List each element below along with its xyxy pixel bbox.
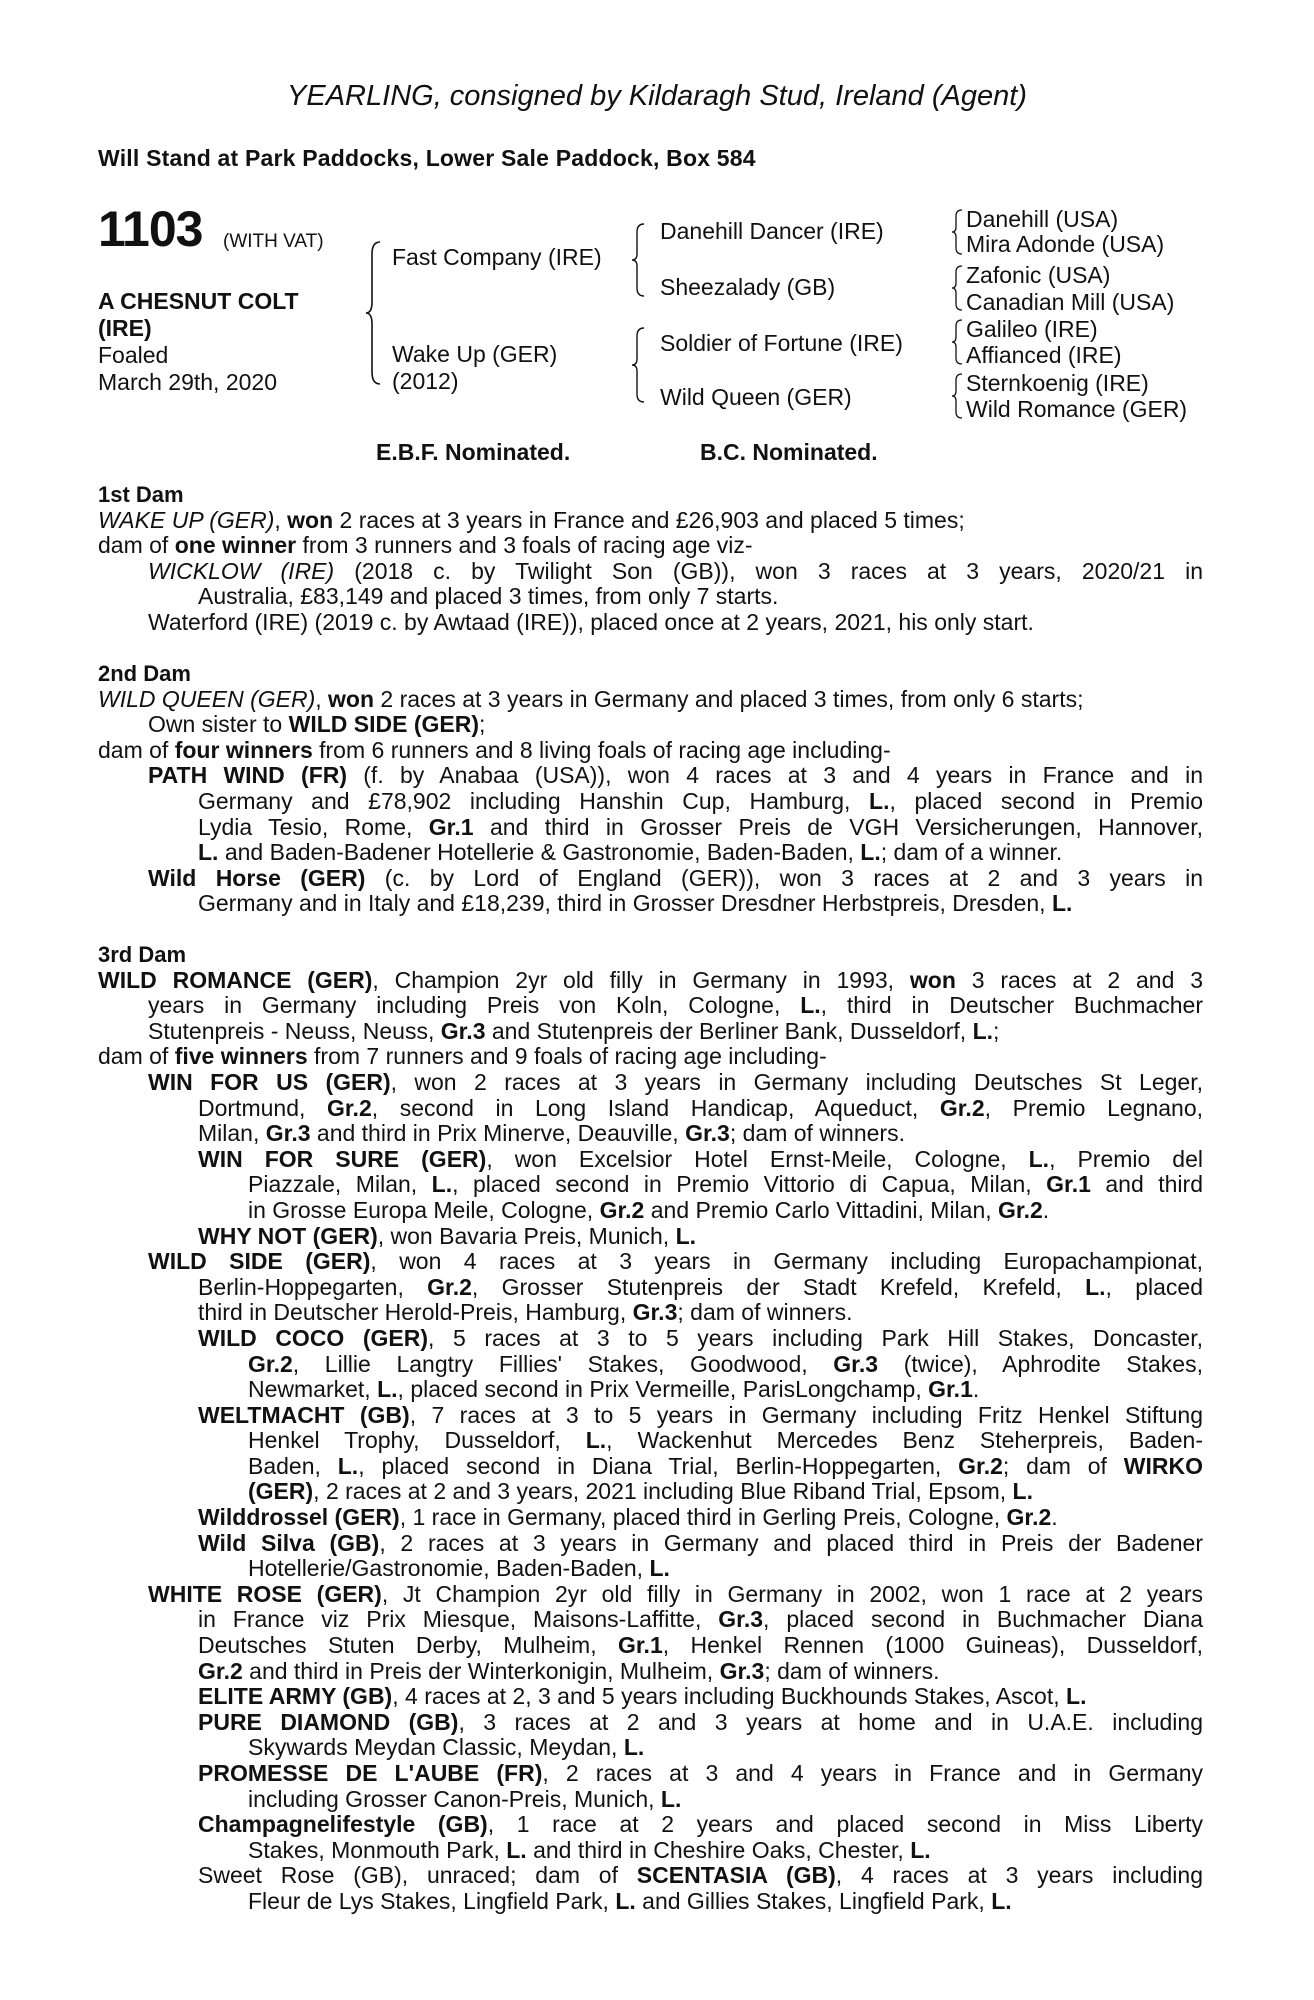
italic-text: WILD QUEEN (GER)	[98, 685, 316, 712]
text-run: Germany and in Italy and £18,239, third in Grosser Dresdner Herbstpreis, Dresden,	[198, 890, 1052, 917]
text-line	[98, 1096, 1203, 1122]
text-line	[98, 1531, 1203, 1557]
text-run: Milan,	[198, 1120, 266, 1147]
text-run: and third in Cheshire Oaks, Chester,	[526, 1836, 911, 1863]
bold-text: L.	[337, 1452, 359, 1479]
bold-text: PROMESSE DE L'AUBE (FR)	[198, 1760, 543, 1786]
text-run: , won 2 races at 3 years in Germany including Deutsches St Leger,	[390, 1068, 1203, 1095]
sire-dam-name: Sheezalady (GB)	[660, 274, 836, 300]
bold-text: Wilddrossel (GER)	[198, 1504, 400, 1531]
text-run: from 7 runners and 9 foals of racing age including-	[307, 1043, 827, 1070]
bold-text: Gr.1	[428, 813, 474, 840]
bold-text: WHY NOT (GER)	[198, 1222, 378, 1249]
foaled-info	[98, 342, 277, 396]
dam-sire-name: Soldier of Fortune (IRE)	[660, 330, 903, 356]
lot-number: 1103	[98, 201, 203, 257]
text-run: , placed second in Premio Vittorio di Capua, Milan,	[452, 1171, 1047, 1198]
bold-text: Wild Horse (GER)	[148, 864, 366, 891]
text-run: , Wackenhut Mercedes Benz Steherpreis, Baden-	[606, 1427, 1204, 1454]
bold-text: Gr.3	[719, 1657, 765, 1684]
text-run: and third in Preis der Winterkonigin, Mulheim,	[242, 1657, 720, 1684]
text-run: Skywards Meydan Classic, Meydan,	[248, 1734, 624, 1761]
text-run: including Grosser Canon-Preis, Munich,	[248, 1785, 661, 1812]
text-run: ,	[274, 506, 288, 533]
bold-text: L.	[431, 1171, 453, 1198]
text-run: , Henkel Rennen (1000 Guineas), Dusseldorf,	[662, 1632, 1204, 1659]
text-line	[98, 559, 1203, 585]
bold-text: Wild Silva (GB)	[198, 1529, 380, 1556]
text-run: .	[1042, 1196, 1050, 1223]
horse-description-line2: (IRE)	[98, 315, 152, 341]
bold-text: Gr.3	[833, 1350, 879, 1377]
granddam-4: Wild Romance (GER)	[966, 396, 1188, 422]
text-run: , placed second in Diana Trial, Berlin-Hoppegarten,	[358, 1452, 959, 1479]
text-line	[98, 712, 1203, 738]
text-run: , Champion 2yr old filly in Germany in 1993,	[372, 966, 910, 993]
text-line	[98, 1428, 1203, 1454]
text-line	[98, 1326, 1203, 1352]
text-run: in France viz Prix Miesque, Maisons-Laffitte,	[198, 1606, 719, 1633]
text-run: dam of	[98, 1043, 175, 1070]
italic-text: WAKE UP (GER)	[98, 506, 275, 533]
text-line	[98, 1352, 1203, 1378]
bold-text: Gr.3	[718, 1606, 764, 1633]
bold-text: L.	[1085, 1273, 1106, 1300]
text-run: ,	[315, 685, 329, 712]
text-run: , 7 races at 3 to 5 years in Germany including Fritz Henkel Stiftung	[409, 1401, 1204, 1428]
text-line	[98, 866, 1203, 892]
text-run: , 3 races at 2 and 3 years at home and in U.A.E. including	[458, 1708, 1203, 1735]
bold-text: L.	[1066, 1683, 1087, 1710]
text-run: and Premio Carlo Vittadini, Milan,	[644, 1196, 999, 1223]
stand-location: Will Stand at Park Paddocks, Lower Sale Paddock, Box 584	[98, 145, 756, 171]
text-run: , won 4 races at 3 years in Germany including Europachampionat,	[370, 1248, 1203, 1275]
bold-text: Gr.2	[958, 1452, 1003, 1479]
bold-text: L.	[1028, 1145, 1050, 1172]
bold-text: L.	[660, 1785, 682, 1812]
bold-text: L.	[198, 839, 219, 866]
text-run: , placed second in Buchmacher Diana	[763, 1606, 1203, 1633]
text-run: ; dam of	[1002, 1452, 1124, 1479]
section-heading: 2nd Dam	[98, 661, 191, 686]
bold-text: WILD SIDE (GER)	[288, 711, 479, 738]
text-run: (2018 c. by Twilight Son (GB)), won 3 races at 3 years, 2020/21 in	[334, 557, 1203, 584]
text-run: , placed	[1105, 1273, 1203, 1300]
text-line	[98, 1607, 1203, 1633]
bold-text: L.	[615, 1887, 636, 1914]
text-run: Australia, £83,149 and placed 3 times, from only 7 starts.	[198, 583, 779, 610]
text-run: Germany and £78,902 including Hanshin Cup, Hamburg,	[198, 787, 870, 814]
text-line	[98, 1019, 1203, 1045]
bold-text: WIN FOR US (GER)	[148, 1068, 391, 1095]
pedigree-brace-g2	[950, 264, 964, 312]
bold-text: WIRKO	[1123, 1452, 1203, 1479]
text-line	[98, 584, 1203, 610]
bold-text: Gr.2	[939, 1094, 985, 1121]
text-line	[98, 687, 1203, 713]
text-run: , Lillie Langtry Fillies' Stakes, Goodwood,	[292, 1350, 834, 1377]
text-line	[98, 1147, 1203, 1173]
grandsire-2: Zafonic (USA)	[966, 262, 1111, 288]
bold-text: four winners	[174, 736, 313, 763]
text-line	[98, 1224, 1203, 1250]
text-run: ;	[479, 711, 486, 738]
text-run: 2 races at 3 years in Germany and placed 3 times, from only 6 starts;	[374, 685, 1084, 712]
text-line	[98, 1172, 1203, 1198]
text-run: Stutenpreis - Neuss, Neuss,	[148, 1017, 441, 1044]
text-run: Sweet Rose (GB), unraced; dam of	[198, 1862, 637, 1889]
text-run: , third in Deutscher Buchmacher	[820, 992, 1203, 1019]
bold-text: Gr.1	[928, 1376, 973, 1403]
text-line	[98, 1633, 1203, 1659]
bold-text: L.	[506, 1836, 527, 1863]
bold-text: SCENTASIA (GB)	[636, 1862, 836, 1889]
text-run: , Jt Champion 2yr old filly in Germany in 2002, won 1 race at 2 years	[381, 1580, 1203, 1607]
text-run: Baden,	[248, 1452, 338, 1479]
bold-text: ELITE ARMY (GB)	[198, 1683, 393, 1710]
text-run: and Stutenpreis der Berliner Bank, Dusseldorf,	[485, 1017, 973, 1044]
bold-text: WIN FOR SURE (GER)	[198, 1145, 487, 1172]
pedigree-brace-main	[364, 240, 384, 386]
text-run: , Premio Legnano,	[984, 1094, 1204, 1121]
grandsire-4: Sternkoenig (IRE)	[966, 370, 1149, 396]
pedigree-brace-dam	[630, 326, 646, 404]
text-line	[98, 1044, 1203, 1070]
pedigree-brace-g1	[950, 208, 964, 256]
text-run: dam of	[98, 736, 175, 763]
text-line	[98, 1812, 1203, 1838]
granddam-2: Canadian Mill (USA)	[966, 289, 1175, 315]
bold-text: L.	[585, 1427, 607, 1454]
text-run: , 2 races at 3 years in Germany and placed third in Preis der Badener	[379, 1529, 1203, 1556]
text-run: Newmarket,	[248, 1376, 378, 1403]
text-run: .	[1051, 1504, 1058, 1531]
bold-text: (GER)	[248, 1478, 314, 1505]
dam-name: Wake Up (GER)	[392, 341, 558, 367]
section-heading: 1st Dam	[98, 482, 184, 507]
text-run: , 1 race in Germany, placed third in Gerling Preis, Cologne,	[399, 1504, 1007, 1531]
bold-text: Gr.2	[326, 1094, 372, 1121]
bold-text: L.	[1051, 890, 1073, 917]
text-line	[98, 1710, 1203, 1736]
horse-description	[98, 288, 299, 342]
bold-text: Gr.1	[617, 1632, 663, 1659]
text-run: , Grosser Stutenpreis der Stadt Krefeld, Krefeld,	[471, 1273, 1086, 1300]
section-first-dam	[98, 482, 1203, 636]
text-run: , won Excelsior Hotel Ernst-Meile, Cologne,	[486, 1145, 1029, 1172]
text-run: ;	[993, 1017, 1000, 1044]
text-run: , 2 races at 3 and 4 years in France and in Germany	[542, 1760, 1203, 1786]
bold-text: Gr.3	[685, 1120, 730, 1147]
text-line	[98, 1198, 1203, 1224]
bold-text: L.	[991, 1887, 1012, 1914]
dam-year: (2012)	[392, 368, 459, 394]
text-line	[98, 891, 1203, 917]
foaled-date: March 29th, 2020	[98, 369, 278, 395]
grandsire-1: Danehill (USA)	[966, 206, 1119, 232]
text-run: third in Deutscher Herold-Preis, Hamburg,	[198, 1299, 633, 1326]
bold-text: won	[909, 966, 956, 993]
text-line	[98, 1454, 1203, 1480]
text-line	[98, 1863, 1203, 1889]
text-line	[98, 610, 1203, 636]
text-run: (f. by Anabaa (USA)), won 4 races at 3 and 4 years in France and in	[347, 762, 1203, 789]
text-line	[98, 1787, 1203, 1813]
text-line	[98, 1070, 1203, 1096]
bold-text: WHITE ROSE (GER)	[148, 1580, 382, 1607]
bold-text: L.	[1012, 1478, 1033, 1505]
text-run: years in Germany including Preis von Koln, Cologne,	[148, 992, 801, 1019]
text-run: ; dam of a winner.	[880, 839, 1063, 866]
text-line	[98, 1838, 1203, 1864]
text-run: , 4 races at 2, 3 and 5 years including Buckhounds Stakes, Ascot,	[392, 1683, 1067, 1710]
text-line	[98, 1300, 1203, 1326]
text-run: and Gillies Stakes, Lingfield Park,	[635, 1887, 992, 1914]
text-line	[98, 993, 1203, 1019]
text-run: Stakes, Monmouth Park,	[248, 1836, 507, 1863]
section-third-dam	[98, 942, 1203, 1915]
text-run: Waterford (IRE) (2019 c. by Awtaad (IRE)), placed once at 2 years, 2021, his only start.	[148, 608, 1034, 635]
text-line	[98, 789, 1203, 815]
text-line	[98, 1505, 1203, 1531]
text-run: from 3 runners and 3 foals of racing age viz-	[296, 532, 753, 559]
text-run: 2 races at 3 years in France and £26,903 and placed 5 times;	[333, 506, 965, 533]
text-run: Hotellerie/Gastronomie, Baden-Baden,	[248, 1555, 650, 1582]
text-line	[98, 1403, 1203, 1429]
text-run: ; dam of winners.	[764, 1657, 940, 1684]
text-run: and Baden-Badener Hotellerie & Gastronomie, Baden-Baden,	[218, 839, 861, 866]
bold-text: Gr.2	[198, 1657, 243, 1684]
text-line	[98, 1735, 1203, 1761]
bc-nominated: B.C. Nominated.	[700, 439, 878, 465]
bold-text: Gr.2	[427, 1273, 472, 1300]
text-run: , 2 races at 2 and 3 years, 2021 including Blue Riband Trial, Epsom,	[313, 1478, 1013, 1505]
text-run: , second in Long Island Handicap, Aqueduct,	[371, 1094, 940, 1121]
bold-text: L.	[972, 1017, 994, 1044]
bold-text: Gr.3	[632, 1299, 678, 1326]
text-run: , won Bavaria Preis, Munich,	[377, 1222, 676, 1249]
text-run: Piazzale, Milan,	[248, 1171, 432, 1198]
page-title: YEARLING, consigned by Kildaragh Stud, Ireland (Agent)	[287, 80, 1027, 112]
text-run: Berlin-Hoppegarten,	[198, 1273, 428, 1300]
bold-text: L.	[860, 839, 881, 866]
bold-text: WILD ROMANCE (GER)	[98, 966, 373, 993]
grandsire-3: Galileo (IRE)	[966, 316, 1098, 342]
dam-dam-name: Wild Queen (GER)	[660, 384, 852, 410]
text-run: (twice), Aphrodite Stakes,	[878, 1350, 1203, 1377]
bold-text: won	[287, 506, 334, 533]
text-line	[98, 815, 1203, 841]
bold-text: Gr.3	[265, 1120, 311, 1147]
text-run: , placed second in Prix Vermeille, ParisLongchamp,	[397, 1376, 929, 1403]
bold-text: Champagnelifestyle (GB)	[198, 1811, 488, 1838]
text-line	[98, 1684, 1203, 1710]
text-line	[98, 1377, 1203, 1403]
italic-text: WICKLOW (IRE)	[148, 557, 335, 584]
text-run: , 1 race at 2 years and placed second in Miss Liberty	[487, 1811, 1204, 1838]
text-run: Fleur de Lys Stakes, Lingfield Park,	[248, 1887, 616, 1914]
text-run: and third in Prix Minerve, Deauville,	[310, 1120, 686, 1147]
text-run: in Grosse Europa Meile, Cologne,	[248, 1196, 600, 1223]
granddam-3: Affianced (IRE)	[966, 342, 1122, 368]
bold-text: Gr.2	[248, 1350, 293, 1377]
bold-text: L.	[910, 1836, 931, 1863]
text-run: 3 races at 2 and 3	[955, 966, 1204, 993]
ebf-nominated: E.B.F. Nominated.	[376, 439, 571, 465]
text-run: ; dam of winners.	[677, 1299, 853, 1326]
text-run: and third	[1090, 1171, 1203, 1198]
pedigree-brace-g4	[950, 372, 964, 420]
text-line	[98, 1582, 1203, 1608]
text-line	[98, 968, 1203, 994]
text-run: , 5 races at 3 to 5 years including Park Hill Stakes, Doncaster,	[428, 1324, 1203, 1351]
bold-text: won	[328, 685, 375, 712]
section-heading: 3rd Dam	[98, 942, 187, 967]
bold-text: Gr.2	[599, 1196, 645, 1223]
pedigree-brace-sire	[630, 222, 646, 298]
bold-text: L.	[649, 1555, 670, 1582]
bold-text: Gr.1	[1046, 1171, 1091, 1198]
bold-text: Gr.2	[1006, 1504, 1052, 1531]
text-line	[98, 1556, 1203, 1582]
text-line	[98, 508, 1203, 534]
bold-text: WELTMACHT (GB)	[198, 1401, 410, 1428]
bold-text: Gr.3	[440, 1017, 486, 1044]
text-line	[98, 1889, 1203, 1915]
bold-text: L.	[800, 992, 821, 1019]
bold-text: WILD COCO (GER)	[198, 1324, 429, 1351]
text-line	[98, 738, 1203, 764]
text-line	[98, 1761, 1203, 1787]
text-line	[98, 1275, 1203, 1301]
text-line	[98, 1659, 1203, 1685]
text-run: Deutsches Stuten Derby, Mulheim,	[198, 1632, 618, 1659]
bold-text: L.	[675, 1222, 697, 1249]
bold-text: PATH WIND (FR)	[148, 762, 348, 789]
sire-name: Fast Company (IRE)	[392, 244, 602, 270]
text-run: from 6 runners and 8 living foals of racing age including-	[312, 736, 891, 763]
text-run: dam of	[98, 532, 175, 559]
foaled-label: Foaled	[98, 342, 169, 368]
bold-text: WILD SIDE (GER)	[148, 1248, 371, 1275]
text-line	[98, 1479, 1203, 1505]
sire-sire-name: Danehill Dancer (IRE)	[660, 218, 884, 244]
pedigree-brace-g3	[950, 318, 964, 366]
text-run: Lydia Tesio, Rome,	[198, 813, 429, 840]
granddam-1: Mira Adonde (USA)	[966, 231, 1165, 257]
bold-text: five winners	[174, 1043, 308, 1070]
text-run: and third in Grosser Preis de VGH Versicherungen, Hannover,	[473, 813, 1204, 840]
bold-text: L.	[869, 787, 890, 814]
text-run: Own sister to	[148, 711, 289, 738]
bold-text: Gr.2	[998, 1196, 1043, 1223]
bold-text: L.	[377, 1376, 398, 1403]
text-run: , Premio del	[1049, 1145, 1204, 1172]
text-run: , 4 races at 3 years including	[835, 1862, 1203, 1889]
text-line	[98, 1249, 1203, 1275]
section-second-dam	[98, 661, 1203, 917]
text-run: ; dam of winners.	[729, 1120, 905, 1147]
text-line	[98, 840, 1203, 866]
text-line	[98, 1121, 1203, 1147]
bold-text: PURE DIAMOND (GB)	[198, 1708, 459, 1735]
horse-description-line1: A CHESNUT COLT	[98, 288, 299, 314]
text-run: Dortmund,	[198, 1094, 327, 1121]
vat-note: (WITH VAT)	[223, 231, 324, 252]
bold-text: one winner	[174, 532, 297, 559]
text-line	[98, 763, 1203, 789]
text-run: , placed second in Premio	[889, 787, 1203, 814]
text-run: Henkel Trophy, Dusseldorf,	[248, 1427, 586, 1454]
bold-text: L.	[623, 1734, 645, 1761]
text-run: .	[972, 1376, 980, 1403]
text-line	[98, 533, 1203, 559]
text-run: (c. by Lord of England (GER)), won 3 races at 2 and 3 years in	[365, 864, 1204, 891]
